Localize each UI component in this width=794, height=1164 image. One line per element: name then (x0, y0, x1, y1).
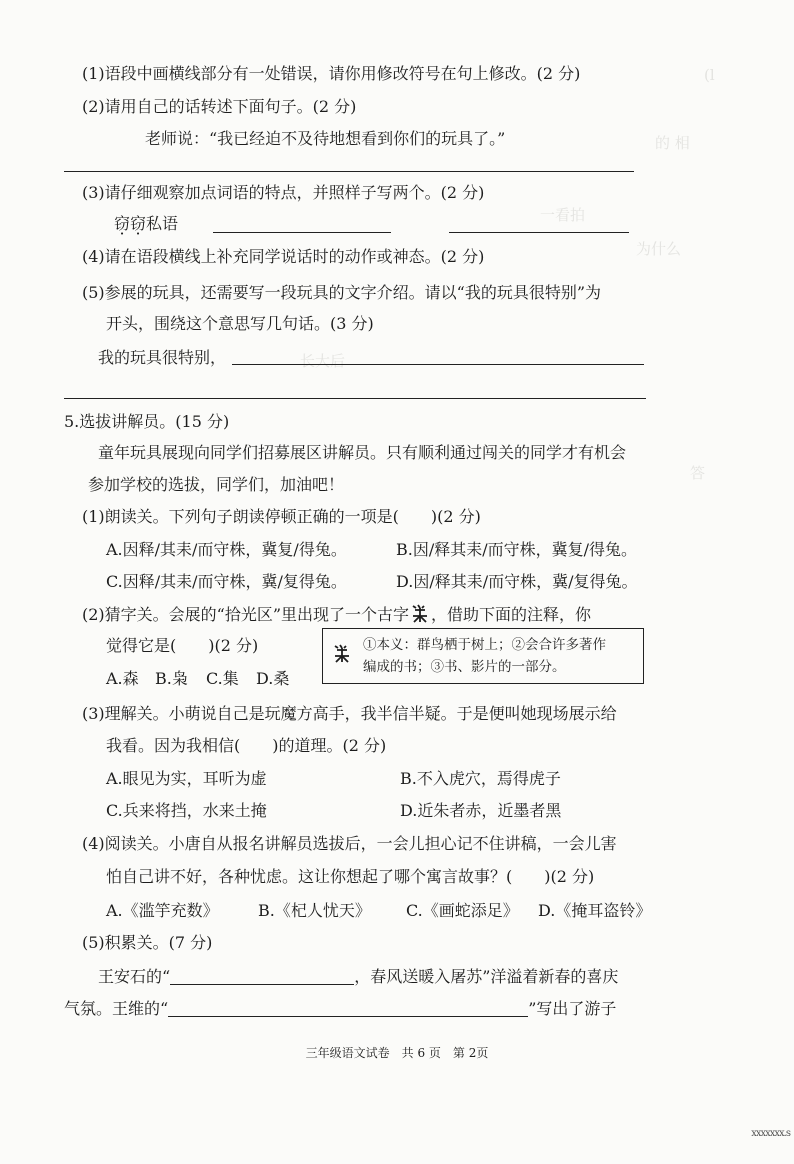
q4-item5-line2: 开头，围绕这个意思写几句话。(3 分) (106, 314, 374, 333)
corner-mark: xxxxxxx.s (751, 1128, 790, 1139)
q5-p5-stem: (5)积累关。(7 分) (82, 933, 213, 952)
bleed-through: 长大后 (300, 352, 346, 370)
dotted-char: 窃 (130, 214, 147, 233)
option-d[interactable]: D.《掩耳盗铃》 (538, 901, 652, 920)
q5-title: 5.选拔讲解员。(15 分) (64, 412, 230, 431)
q4-quote: 老师说：“我已经迫不及待地想看到你们的玩具了。” (145, 129, 506, 148)
answer-blank-2[interactable] (449, 232, 629, 233)
poem-tail: ”写出了游子 (528, 999, 617, 1018)
q4-item1: (1)语段中画横线部分有一处错误，请你用修改符号在句上修改。(2 分) (82, 64, 581, 83)
bleed-through: 为什么 (636, 240, 682, 258)
option-b[interactable]: B.《杞人忧天》 (258, 901, 371, 920)
q5-p4-stem-line1: (4)阅读关。小唐自从报名讲解员选拔后，一会儿担心记不住讲稿，一会儿害 (82, 834, 617, 853)
option-b[interactable]: B.因/释其耒/而守株，冀复/得兔。 (396, 540, 638, 559)
poem-lead: 气氛。王维的“ (64, 999, 169, 1018)
note-line1: ①本义：群鸟栖于树上；②会合许多著作 (363, 637, 606, 653)
poem-lead: 王安石的“ (98, 967, 171, 986)
note-line2: 编成的书；③书、影片的一部分。 (363, 659, 566, 675)
q5-p5-line1 (98, 966, 618, 988)
answer-line[interactable] (64, 398, 646, 399)
answer-line[interactable] (232, 364, 644, 365)
example-word: 窃窃私语 (114, 214, 179, 233)
q4-item4: (4)请在语段横线上补充同学说话时的动作或神态。(2 分) (82, 247, 485, 266)
q4-item2: (2)请用自己的话转述下面句子。(2 分) (82, 97, 357, 116)
q5-intro-line1: 童年玩具展现向同学们招募展区讲解员。只有顺利通过闯关的同学才有机会 (98, 443, 627, 462)
option-d[interactable]: D.因/释其耒/而守株，冀/复得兔。 (396, 572, 638, 591)
ancient-character-icon (331, 643, 353, 665)
option-b[interactable]: B.枭 (155, 669, 188, 688)
option-c[interactable]: C.因释/其耒/而守株，冀/复得兔。 (106, 572, 347, 591)
q5-intro-line2: 参加学校的选拔，同学们，加油吧！ (88, 475, 345, 494)
bleed-through: 的 相 (655, 134, 690, 152)
q5-p5-line2 (64, 998, 616, 1020)
option-c[interactable]: C.《画蛇添足》 (406, 901, 519, 920)
option-c[interactable]: C.集 (206, 669, 239, 688)
q5-p3-stem-line2: 我看。因为我相信( )的道理。(2 分) (106, 736, 387, 755)
ancient-character-icon (409, 603, 431, 625)
option-d[interactable]: D.桑 (256, 669, 290, 688)
option-a[interactable]: A.眼见为实，耳听为虚 (106, 769, 267, 788)
bleed-through: 一看拍 (540, 206, 586, 224)
option-b[interactable]: B.不入虎穴，焉得虎子 (400, 769, 561, 788)
stem-text: ，借助下面的注释，你 (431, 605, 592, 624)
q5-p2-stem-line2: 觉得它是( )(2 分) (106, 636, 259, 655)
option-a[interactable]: A.因释/其耒/而守株，冀复/得兔。 (106, 540, 347, 559)
q5-p3-stem-line1: (3)理解关。小萌说自己是玩魔方高手，我半信半疑。于是便叫她现场展示给 (82, 704, 617, 723)
q5-p1-stem: (1)朗读关。下列句子朗读停顿正确的一项是( )(2 分) (82, 507, 481, 526)
q4-item3: (3)请仔细观察加点词语的特点，并照样子写两个。(2 分) (82, 183, 485, 202)
answer-line[interactable] (64, 171, 634, 172)
option-a[interactable]: A.《滥竽充数》 (106, 901, 219, 920)
q4-item5-start: 我的玩具很特别， (98, 348, 227, 367)
q5-p4-stem-line2: 怕自己讲不好，各种忧虑。这让你想起了哪个寓言故事？( )(2 分) (106, 867, 595, 886)
q4-item5-line1: (5)参展的玩具，还需要写一段玩具的文字介绍。请以“我的玩具很特别”为 (82, 283, 602, 302)
stem-text: (2)猜字关。会展的“拾光区”里出现了一个古字 (82, 605, 410, 624)
fill-blank-2[interactable] (168, 1000, 528, 1017)
option-c[interactable]: C.兵来将挡，水来土掩 (106, 801, 267, 820)
poem-tail: ，春风送暖入屠苏”洋溢着新春的喜庆 (354, 967, 619, 986)
answer-blank-1[interactable] (213, 232, 391, 233)
bleed-through: (l (704, 66, 715, 84)
option-d[interactable]: D.近朱者赤，近墨者黑 (400, 801, 562, 820)
fill-blank-1[interactable] (170, 968, 354, 985)
dotted-char: 窃 (114, 214, 131, 233)
bleed-through: 答 (690, 464, 706, 482)
option-a[interactable]: A.森 (106, 669, 139, 688)
annotation-box (322, 628, 644, 684)
page-footer: 三年级语文试卷 共 6 页 第 2页 (305, 1046, 489, 1060)
q5-p2-stem (82, 603, 591, 626)
